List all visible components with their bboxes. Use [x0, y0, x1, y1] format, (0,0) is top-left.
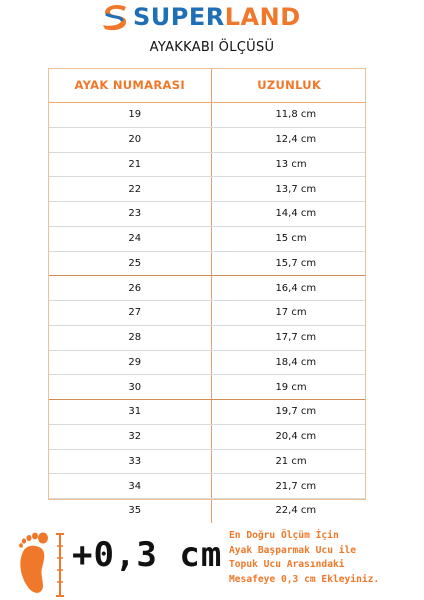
length-cell: 21 cm: [212, 449, 366, 474]
length-cell: 14,4 cm: [212, 202, 366, 227]
table-row: [48, 301, 366, 326]
table-row: [48, 375, 366, 400]
s-swoosh-logo-icon: [100, 2, 130, 32]
foot-size-cell: 27: [48, 301, 212, 326]
table-row: [48, 499, 366, 523]
table-row: [48, 424, 366, 449]
length-cell: 13,7 cm: [212, 177, 366, 202]
foot-size-cell: 32: [48, 424, 212, 449]
header-foot-size: AYAK NUMARASI: [48, 68, 212, 103]
brand-wordmark-part2: LAND: [224, 3, 301, 31]
length-cell: 17 cm: [212, 301, 366, 326]
measurement-note: [229, 529, 424, 587]
foot-size-cell: 19: [48, 103, 212, 128]
foot-size-cell: 26: [48, 276, 212, 301]
foot-size-cell: 30: [48, 375, 212, 400]
table-row: [48, 251, 366, 276]
foot-size-cell: 22: [48, 177, 212, 202]
foot-size-cell: 31: [48, 400, 212, 425]
table-row: [48, 127, 366, 152]
foot-size-cell: 33: [48, 449, 212, 474]
table-row: [48, 474, 366, 499]
brand-wordmark: [133, 3, 301, 31]
foot-size-cell: 29: [48, 350, 212, 375]
table-row: [48, 276, 366, 301]
note-line: En Doğru Ölçüm İçin: [229, 530, 339, 541]
length-cell: 22,4 cm: [275, 505, 317, 517]
length-cell: 17,7 cm: [212, 325, 366, 350]
table-row: [48, 202, 366, 227]
note-line: Ayak Başparmak Ucu ile: [229, 544, 357, 556]
foot-size-cell: 21: [48, 152, 212, 177]
length-cell: 11,8 cm: [212, 103, 366, 128]
length-cell: 19,7 cm: [212, 400, 366, 425]
foot-size-cell: 34: [48, 474, 212, 499]
note-line: Mesafeye 0,3 cm Ekleyiniz.: [229, 573, 380, 585]
foot-size-cell: 28: [48, 325, 212, 350]
brand-logo: [0, 2, 424, 32]
size-chart-table: [48, 68, 366, 523]
length-cell: 21,7 cm: [212, 474, 366, 499]
length-cell: 19 cm: [212, 375, 366, 400]
length-cell: 20,4 cm: [212, 424, 366, 449]
page-title: AYAKKABI ÖLÇÜSÜ: [149, 40, 275, 55]
plus-measure-text: +0,3 cm: [72, 535, 223, 575]
table-header-row: [48, 68, 366, 103]
length-cell: 16,4 cm: [212, 276, 366, 301]
table-row: [48, 325, 366, 350]
table-row: [48, 103, 366, 128]
foot-size-cell: 35: [48, 499, 212, 523]
length-cell: 12,4 cm: [212, 127, 366, 152]
brand-wordmark-part1: SUPER: [133, 3, 225, 31]
table-row: [48, 449, 366, 474]
table-row: [48, 350, 366, 375]
foot-size-cell: 25: [48, 251, 212, 276]
foot-size-cell: 23: [48, 202, 212, 227]
length-cell: 15,7 cm: [212, 251, 366, 276]
note-line: Topuk Ucu Arasındaki: [229, 559, 345, 570]
table-row: [48, 226, 366, 251]
table-row: [48, 152, 366, 177]
length-cell: 13 cm: [212, 152, 366, 177]
table-row: [48, 400, 366, 425]
length-cell: 18,4 cm: [212, 350, 366, 375]
foot-size-cell: 24: [48, 226, 212, 251]
table-row: [48, 177, 366, 202]
foot-size-cell: 20: [48, 127, 212, 152]
header-length: UZUNLUK: [212, 68, 366, 103]
length-cell: 15 cm: [212, 226, 366, 251]
